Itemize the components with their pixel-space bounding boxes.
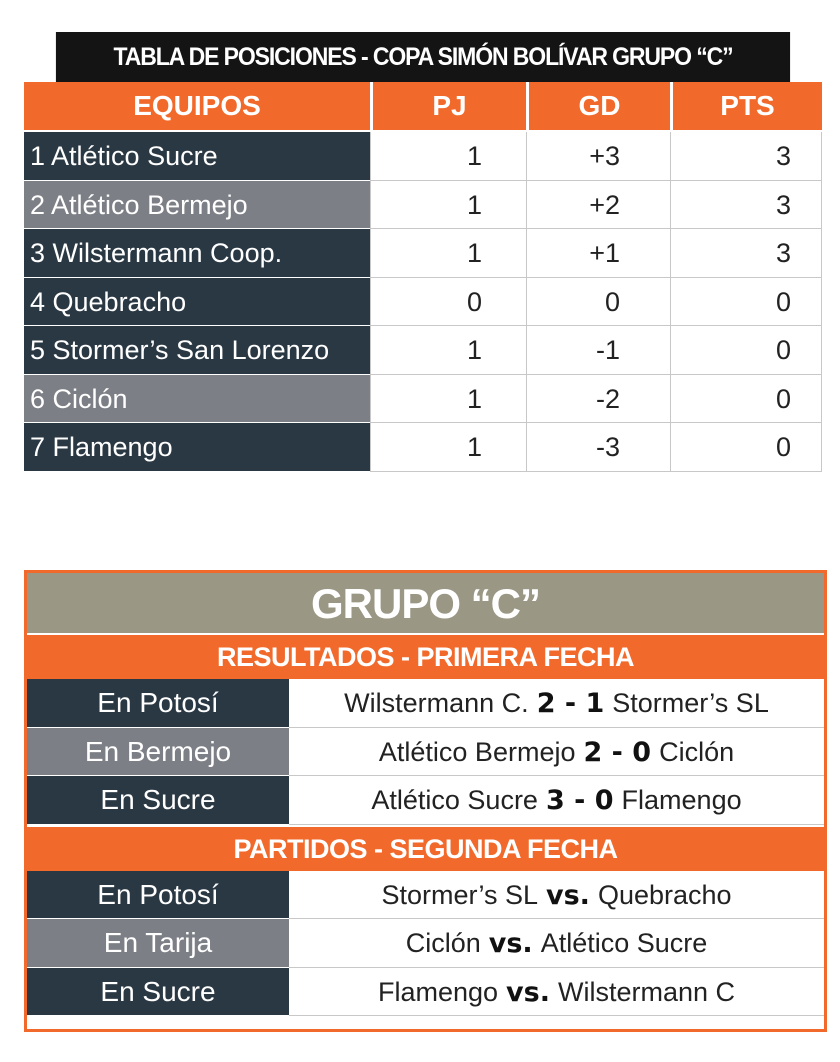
table-row — [24, 132, 822, 181]
team-name: 7 Flamengo — [24, 423, 370, 472]
fixtures-title: PARTIDOS - SEGUNDA FECHA — [27, 825, 824, 871]
away-team: Stormer’s SL — [612, 688, 769, 718]
result-row — [27, 728, 824, 777]
match-result — [289, 728, 824, 777]
fixture-row — [27, 919, 824, 968]
result-row — [27, 776, 824, 825]
away-team: Atlético Sucre — [540, 928, 708, 958]
played-value: 1 — [370, 132, 526, 181]
table-row — [24, 278, 822, 327]
table-row — [24, 229, 822, 278]
standings-table — [24, 32, 822, 472]
away-team: Wilstermann C — [557, 976, 736, 1007]
goal-diff-value: +2 — [526, 181, 670, 230]
played-value: 1 — [370, 181, 526, 230]
away-team: Quebracho — [597, 879, 732, 910]
venue: En Bermejo — [27, 728, 289, 777]
result-row — [27, 679, 824, 728]
points-value: 0 — [670, 326, 822, 375]
venue: En Sucre — [27, 968, 289, 1017]
home-team: Wilstermann C. — [344, 688, 529, 718]
vs-label: vs. — [546, 879, 590, 911]
standings-header-row — [24, 82, 822, 132]
venue: En Potosí — [27, 871, 289, 920]
goal-diff-value: +3 — [526, 132, 670, 181]
results-title: RESULTADOS - PRIMERA FECHA — [27, 633, 824, 679]
home-team: Atlético Bermejo — [378, 736, 576, 767]
played-value: 1 — [370, 423, 526, 472]
venue: En Sucre — [27, 776, 289, 825]
points-value: 3 — [670, 132, 822, 181]
vs-label: vs. — [506, 976, 550, 1008]
played-value: 1 — [370, 229, 526, 278]
match-fixture — [289, 968, 824, 1017]
points-value: 0 — [670, 375, 822, 424]
match-result — [289, 776, 824, 825]
home-team: Flamengo — [377, 976, 499, 1007]
points-value: 3 — [670, 229, 822, 278]
header-pts: PTS — [670, 82, 822, 130]
venue: En Tarija — [27, 919, 289, 968]
standings-title: TABLA DE POSICIONES - COPA SIMÓN BOLÍVAR GRUPO “C” — [56, 32, 790, 82]
points-value: 3 — [670, 181, 822, 230]
goal-diff-value: 0 — [526, 278, 670, 327]
points-value: 0 — [670, 278, 822, 327]
home-team: Stormer’s SL — [381, 879, 539, 910]
goal-diff-value: -1 — [526, 326, 670, 375]
played-value: 1 — [370, 326, 526, 375]
team-name: 5 Stormer’s San Lorenzo — [24, 326, 370, 375]
team-name: 4 Quebracho — [24, 278, 370, 327]
vs-label: vs. — [488, 928, 533, 959]
goal-diff-value: +1 — [526, 229, 670, 278]
score: 2 - 1 — [536, 688, 605, 719]
table-row — [24, 326, 822, 375]
team-name: 2 Atlético Bermejo — [24, 181, 370, 230]
match-fixture — [289, 871, 824, 920]
match-result — [289, 679, 824, 728]
table-row — [24, 423, 822, 472]
goal-diff-value: -2 — [526, 375, 670, 424]
team-name: 6 Ciclón — [24, 375, 370, 424]
match-fixture — [289, 919, 824, 968]
header-equipos: EQUIPOS — [133, 90, 261, 121]
team-name: 1 Atlético Sucre — [24, 132, 370, 181]
group-c-box — [24, 570, 827, 1032]
team-name: 3 Wilstermann Coop. — [24, 229, 370, 278]
played-value: 1 — [370, 375, 526, 424]
played-value: 0 — [370, 278, 526, 327]
score: 2 - 0 — [583, 736, 652, 768]
table-row — [24, 375, 822, 424]
home-team: Ciclón — [405, 928, 481, 958]
points-value: 0 — [670, 423, 822, 472]
group-title: GRUPO “C” — [27, 573, 824, 633]
header-gd: GD — [526, 82, 670, 130]
away-team: Ciclón — [659, 736, 735, 767]
home-team: Atlético Sucre — [371, 785, 538, 815]
venue: En Potosí — [27, 679, 289, 728]
table-row — [24, 181, 822, 230]
fixture-row — [27, 871, 824, 920]
score: 3 - 0 — [545, 785, 614, 816]
fixture-row — [27, 968, 824, 1017]
goal-diff-value: -3 — [526, 423, 670, 472]
header-pj: PJ — [370, 82, 526, 130]
away-team: Flamengo — [621, 785, 742, 815]
